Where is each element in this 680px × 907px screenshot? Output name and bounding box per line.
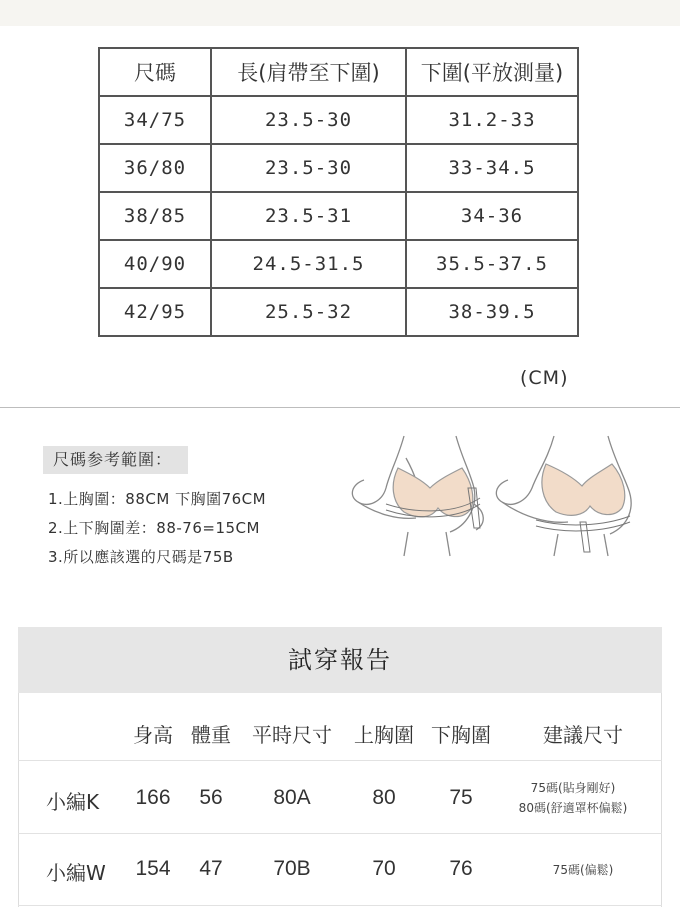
- suggestion-line: 75碼(偏鬆): [552, 863, 614, 877]
- list-item: 1.上胸圍：88CM 下胸圍76CM: [48, 490, 267, 508]
- cell-underband: 35.5-37.5: [406, 240, 578, 288]
- suggestion-line: 80碼(舒適罩杯偏鬆): [518, 801, 628, 815]
- cell-underband: 34-36: [406, 192, 578, 240]
- bra-icon: [542, 464, 625, 515]
- cell-size: 40/90: [99, 240, 211, 288]
- list-item: 2.上下胸圍差：88-76=15CM: [48, 519, 260, 537]
- table-row: [99, 192, 578, 240]
- report-row-upper-bust: 70: [372, 857, 396, 880]
- cell-underband: 33-34.5: [406, 144, 578, 192]
- size-table: [98, 47, 579, 337]
- report-row-under-bust: 75: [449, 786, 473, 809]
- suggestion-line: 75碼(貼身剛好): [530, 781, 616, 795]
- cell-length: 23.5-30: [211, 96, 406, 144]
- row-divider: [18, 833, 662, 834]
- cell-underband: 31.2-33: [406, 96, 578, 144]
- table-row: [99, 240, 578, 288]
- report-row-height: 154: [135, 857, 171, 880]
- report-row-name: 小編W: [46, 861, 106, 885]
- report-row-suggestion: [519, 778, 628, 818]
- report-row-suggestion: [553, 860, 614, 880]
- section-divider: [0, 407, 680, 408]
- row-divider: [18, 905, 662, 906]
- row-divider: [18, 760, 662, 761]
- cell-size: 38/85: [99, 192, 211, 240]
- measuring-illustration: [346, 428, 646, 558]
- report-header-under-bust: 下胸圍: [431, 723, 491, 747]
- report-header-height: 身高: [133, 723, 173, 747]
- cell-underband: 38-39.5: [406, 288, 578, 336]
- cell-length: 23.5-30: [211, 144, 406, 192]
- report-row-usual-size: 70B: [273, 857, 311, 880]
- cell-size: 34/75: [99, 96, 211, 144]
- header-size: 尺碼: [99, 48, 211, 96]
- report-row-name: 小編K: [46, 790, 100, 814]
- reference-list: [48, 486, 266, 573]
- cell-length: 24.5-31.5: [211, 240, 406, 288]
- report-header-upper-bust: 上胸圍: [354, 723, 414, 747]
- cell-length: 23.5-31: [211, 192, 406, 240]
- report-header-suggested-size: 建議尺寸: [543, 723, 623, 747]
- bra-icon: [393, 468, 473, 517]
- report-row-weight: 47: [199, 857, 223, 880]
- cell-size: 42/95: [99, 288, 211, 336]
- table-row: [99, 288, 578, 336]
- report-row-weight: 56: [199, 786, 223, 809]
- list-item: 3.所以應該選的尺碼是75B: [48, 548, 234, 566]
- report-row-upper-bust: 80: [372, 786, 396, 809]
- top-band: [0, 0, 680, 26]
- report-header-weight: 體重: [191, 723, 231, 747]
- unit-label: (CM): [520, 367, 569, 389]
- cell-size: 36/80: [99, 144, 211, 192]
- header-length: 長(肩帶至下圍): [211, 48, 406, 96]
- table-row: [99, 96, 578, 144]
- size-table-header: [99, 48, 578, 96]
- report-row-height: 166: [135, 786, 171, 809]
- reference-title: 尺碼参考範圍：: [43, 446, 188, 474]
- cell-length: 25.5-32: [211, 288, 406, 336]
- header-underband: 下圍(平放測量): [406, 48, 578, 96]
- report-row-under-bust: 76: [449, 857, 473, 880]
- table-row: [99, 144, 578, 192]
- report-header-usual-size: 平時尺寸: [252, 723, 332, 747]
- report-row-usual-size: 80A: [273, 786, 311, 809]
- report-title: 試穿報告: [18, 627, 662, 693]
